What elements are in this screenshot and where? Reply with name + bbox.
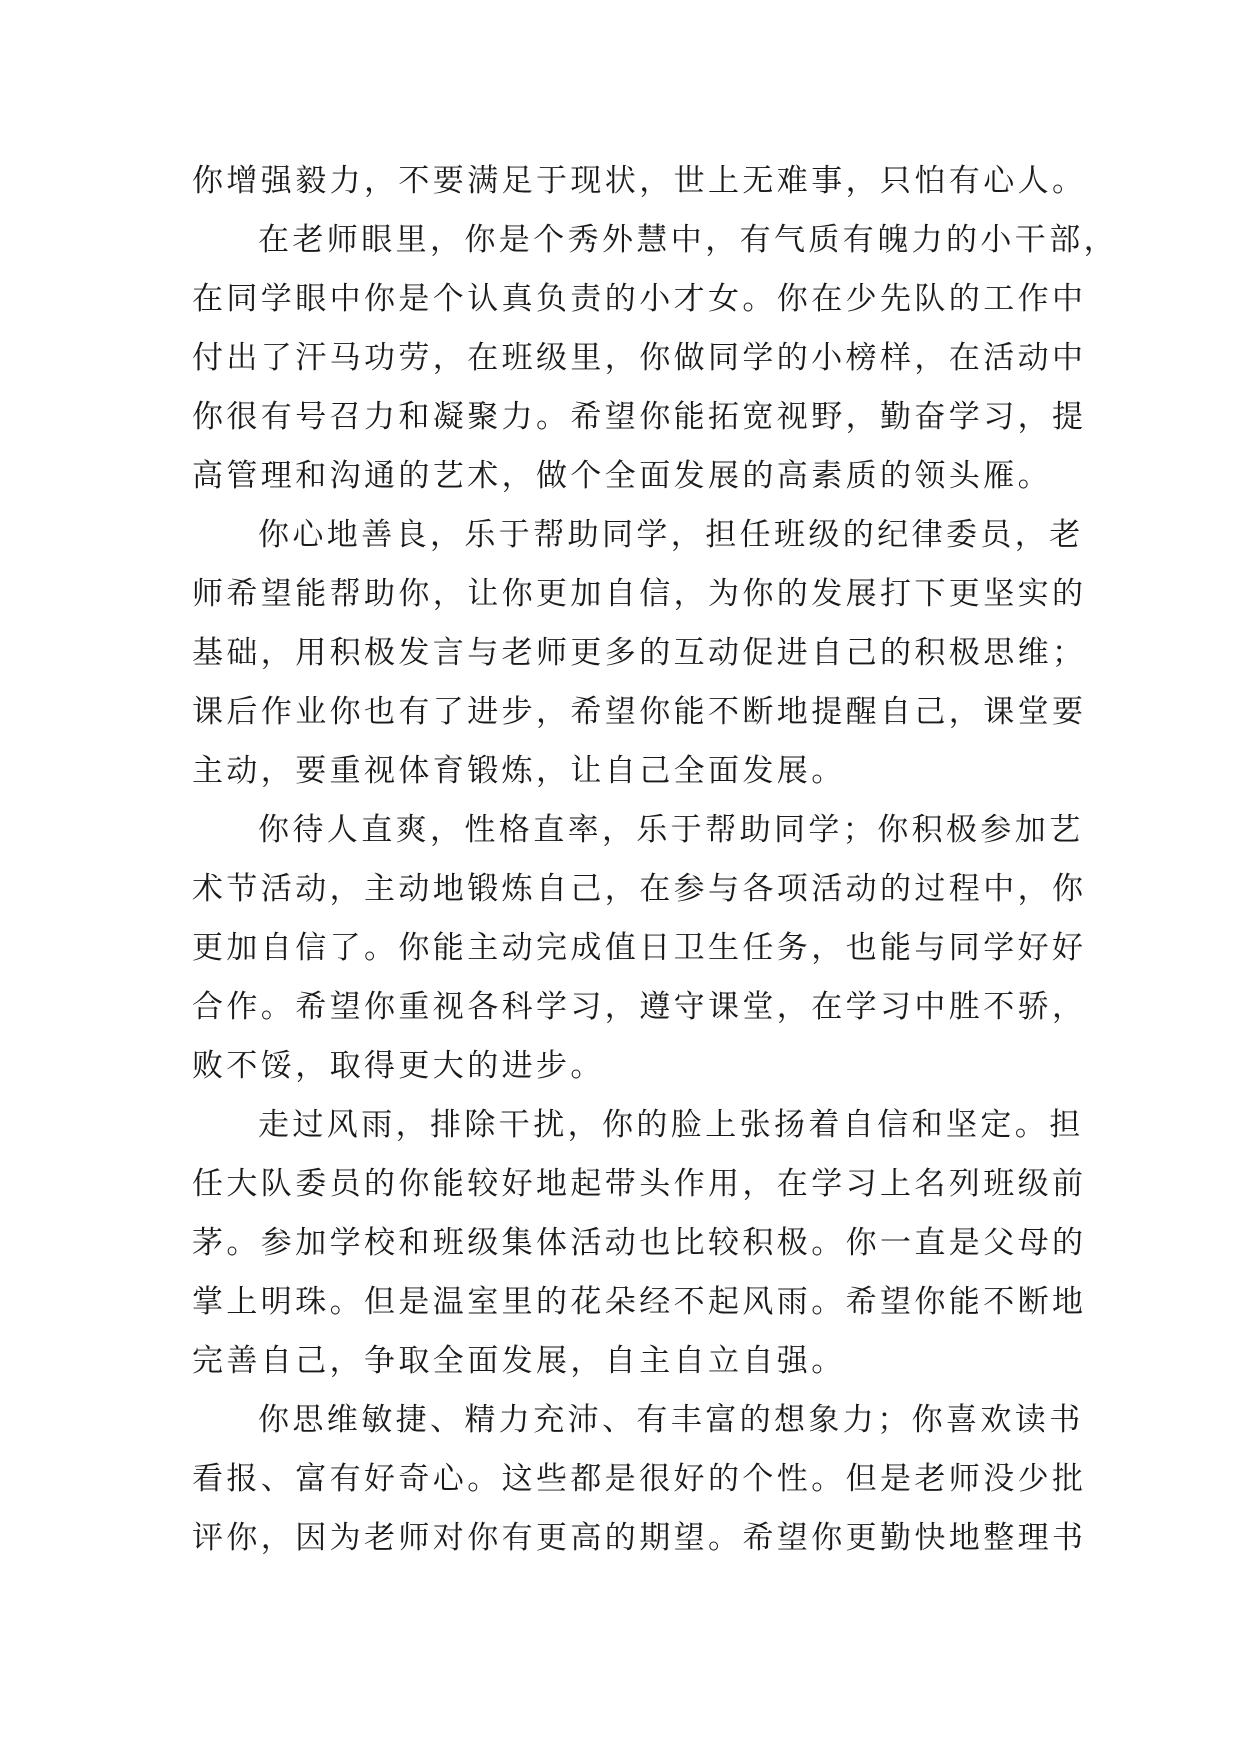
text-line: 任大队委员的你能较好地起带头作用，在学习上名列班级前 (192, 1166, 1087, 1202)
text-line: 课后作业你也有了进步，希望你能不断地提醒自己，课堂要 (192, 694, 1087, 730)
text-line: 在同学眼中你是个认真负责的小才女。你在少先队的工作中 (192, 281, 1087, 317)
text-line: 主动，要重视体育锻炼，让自己全面发展。 (192, 753, 846, 789)
text-line: 基础，用积极发言与老师更多的互动促进自己的积极思维； (192, 635, 1087, 671)
text-line: 你增强毅力，不要满足于现状，世上无难事，只怕有心人。 (192, 163, 1087, 199)
paragraph-first-line: 你待人直爽，性格直率，乐于帮助同学；你积极参加艺 (258, 812, 1084, 848)
document-body (192, 152, 1118, 1568)
paragraph-first-line: 你思维敏捷、精力充沛、有丰富的想象力；你喜欢读书 (258, 1402, 1084, 1438)
text-line: 评你，因为老师对你有更高的期望。希望你更勤快地整理书 (192, 1520, 1087, 1556)
paragraph-first-line: 你心地善良，乐于帮助同学，担任班级的纪律委员，老 (258, 517, 1084, 553)
text-line: 败不馁，取得更大的进步。 (192, 1048, 605, 1084)
text-line: 高管理和沟通的艺术，做个全面发展的高素质的领头雁。 (192, 458, 1052, 494)
text-line: 掌上明珠。但是温室里的花朵经不起风雨。希望你能不断地 (192, 1284, 1087, 1320)
text-line: 合作。希望你重视各科学习，遵守课堂，在学习中胜不骄， (192, 989, 1087, 1025)
paragraph-first-line: 走过风雨，排除干扰，你的脸上张扬着自信和坚定。担 (258, 1107, 1084, 1143)
text-line: 看报、富有好奇心。这些都是很好的个性。但是老师没少批 (192, 1461, 1087, 1497)
text-line: 更加自信了。你能主动完成值日卫生任务，也能与同学好好 (192, 930, 1087, 966)
text-line: 术节活动，主动地锻炼自己，在参与各项活动的过程中，你 (192, 871, 1087, 907)
text-line: 茅。参加学校和班级集体活动也比较积极。你一直是父母的 (192, 1225, 1087, 1261)
text-line: 付出了汗马功劳，在班级里，你做同学的小榜样，在活动中 (192, 340, 1087, 376)
text-line: 你很有号召力和凝聚力。希望你能拓宽视野，勤奋学习，提 (192, 399, 1087, 435)
text-line: 师希望能帮助你，让你更加自信，为你的发展打下更坚实的 (192, 576, 1087, 612)
text-line: 完善自己，争取全面发展，自主自立自强。 (192, 1343, 846, 1379)
paragraph-first-line: 在老师眼里，你是个秀外慧中，有气质有魄力的小干部， (258, 222, 1118, 258)
